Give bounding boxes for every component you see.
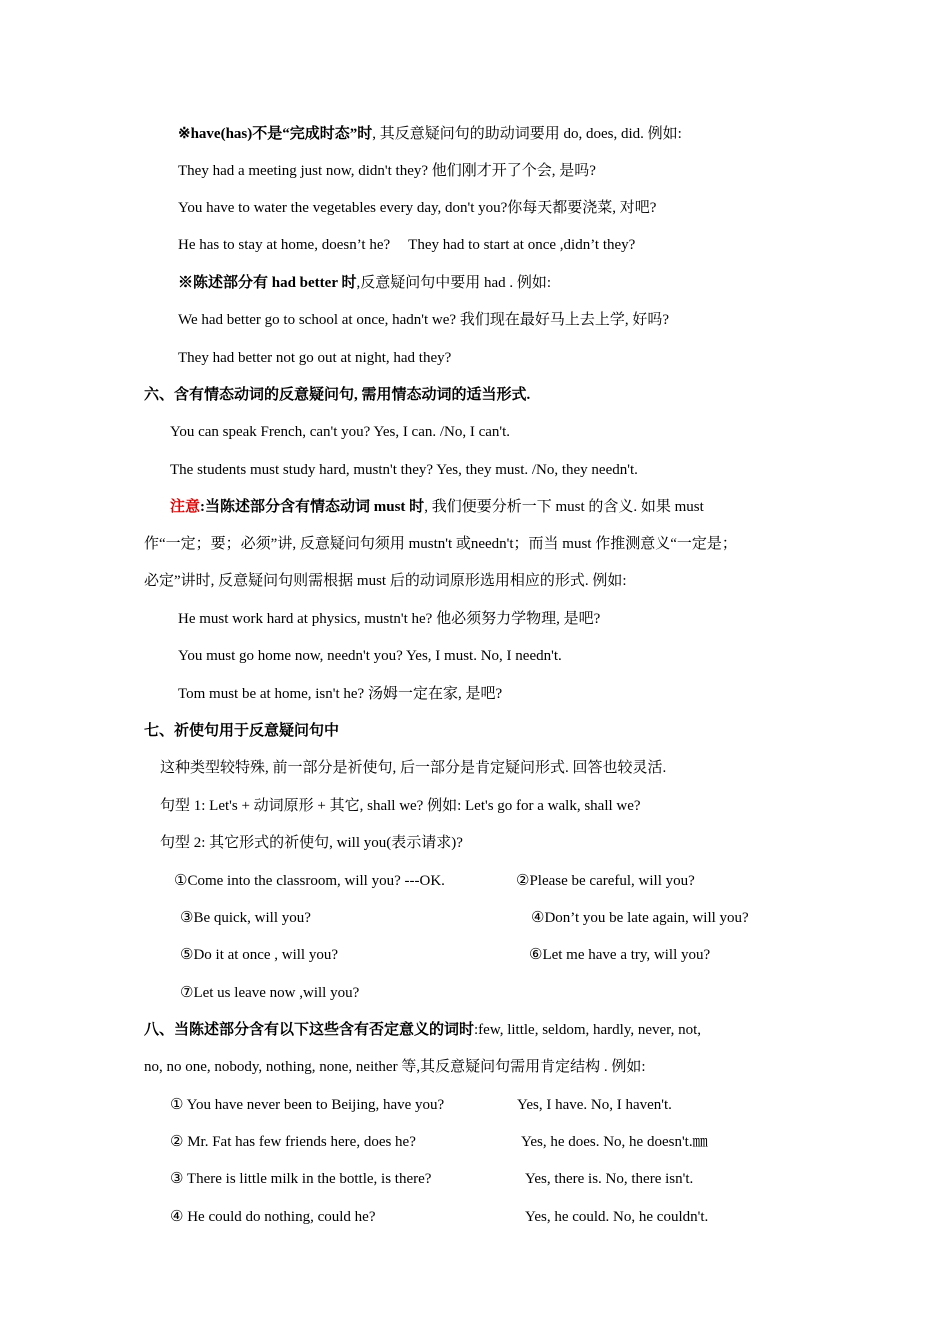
have-example-2: You have to water the vegetables every day, don't you?你每天都要浇菜, 对吧? — [178, 200, 657, 216]
imperative-item-7: ⑦Let us leave now ,will you? — [180, 985, 360, 1001]
section6-heading: 六、含有情态动词的反意疑问句, 需用情态动词的适当形式. — [144, 387, 531, 403]
have-note — [178, 124, 682, 144]
section8-line-2: no, no one, nobody, nothing, none, neither 等,其反意疑问句需用肯定结构 . 例如: — [144, 1059, 646, 1075]
imperative-item-4: ④Don’t you be late again, will you? — [531, 910, 749, 926]
negative-example-4-answer: Yes, he could. No, he couldn't. — [525, 1209, 709, 1225]
must-example-3: Tom must be at home, isn't he? 汤姆一定在家, 是吧? — [178, 686, 503, 702]
section7-intro: 这种类型较特殊, 前一部分是祈使句, 后一部分是肯定疑问形式. 回答也较灵活. — [160, 760, 667, 776]
section7-pattern-1: 句型 1: Let's + 动词原形 + 其它, shall we? 例如: Let's go for a walk, shall we? — [160, 798, 641, 814]
note-bold: :当陈述部分含有情态动词 must 时 — [200, 499, 425, 515]
section6-example-2: The students must study hard, mustn't they? Yes, they must. /No, they needn't. — [170, 462, 638, 478]
have-note-bold: ※have(has)不是“完成时态”时 — [178, 126, 373, 142]
note-line-1: , 我们便要分析一下 must 的含义. 如果 must — [424, 499, 704, 515]
negative-example-1-question: ① You have never been to Beijing, have you? — [170, 1097, 445, 1113]
imperative-item-5: ⑤Do it at once , will you? — [180, 947, 338, 963]
must-example-1: He must work hard at physics, mustn't he? 他必须努力学物理, 是吧? — [178, 611, 601, 627]
section8-heading — [144, 1020, 701, 1040]
had-better-note-rest: ,反意疑问句中要用 had . 例如: — [356, 275, 552, 291]
negative-example-4-question: ④ He could do nothing, could he? — [170, 1209, 376, 1225]
negative-example-2-question: ② Mr. Fat has few friends here, does he? — [170, 1134, 416, 1150]
have-pair-a: He has to stay at home, doesn’t he? — [178, 237, 391, 253]
negative-example-3-question: ③ There is little milk in the bottle, is there? — [170, 1171, 432, 1187]
negative-example-2-answer: Yes, he does. No, he doesn't.㎜ — [521, 1134, 708, 1150]
have-note-rest: , 其反意疑问句的助动词要用 do, does, did. 例如: — [372, 126, 682, 142]
had-better-example-1: We had better go to school at once, hadn't we? 我们现在最好马上去上学, 好吗? — [178, 312, 669, 328]
section7-pattern-2: 句型 2: 其它形式的祈使句, will you(表示请求)? — [160, 835, 463, 851]
had-better-note-bold: ※陈述部分有 had better 时 — [178, 275, 357, 291]
have-example-1: They had a meeting just now, didn't they? 他们刚才开了个会, 是吗? — [178, 163, 596, 179]
note-line-3: 必定”讲时, 反意疑问句则需根据 must 后的动词原形选用相应的形式. 例如: — [144, 573, 627, 589]
imperative-item-6: ⑥Let me have a try, will you? — [529, 947, 711, 963]
imperative-item-3: ③Be quick, will you? — [180, 910, 311, 926]
note-label: 注意 — [170, 499, 201, 515]
negative-example-1-answer: Yes, I have. No, I haven't. — [517, 1097, 672, 1113]
imperative-item-2: ②Please be careful, will you? — [516, 873, 695, 889]
had-better-note — [178, 273, 551, 293]
section6-example-1: You can speak French, can't you? Yes, I can. /No, I can't. — [170, 424, 511, 440]
section7-heading: 七、祈使句用于反意疑问句中 — [144, 723, 340, 739]
must-example-2: You must go home now, needn't you? Yes, I must. No, I needn't. — [178, 648, 562, 664]
have-pair — [178, 235, 635, 255]
section8-heading-bold: 八、当陈述部分含有以下这些含有否定意义的词时 — [144, 1022, 475, 1038]
had-better-example-2: They had better not go out at night, had they? — [178, 350, 452, 366]
negative-example-3-answer: Yes, there is. No, there isn't. — [525, 1171, 694, 1187]
note-line-2: 作“一定；要；必须”讲, 反意疑问句须用 mustn't 或needn't；而当 must 作推测意义“一定是； — [144, 536, 737, 552]
section6-note — [170, 497, 704, 517]
imperative-item-1: ①Come into the classroom, will you? ---OK. — [174, 873, 445, 889]
section8-heading-rest: :few, little, seldom, hardly, never, not, — [474, 1022, 701, 1038]
have-pair-b: They had to start at once ,didn’t they? — [408, 237, 636, 253]
